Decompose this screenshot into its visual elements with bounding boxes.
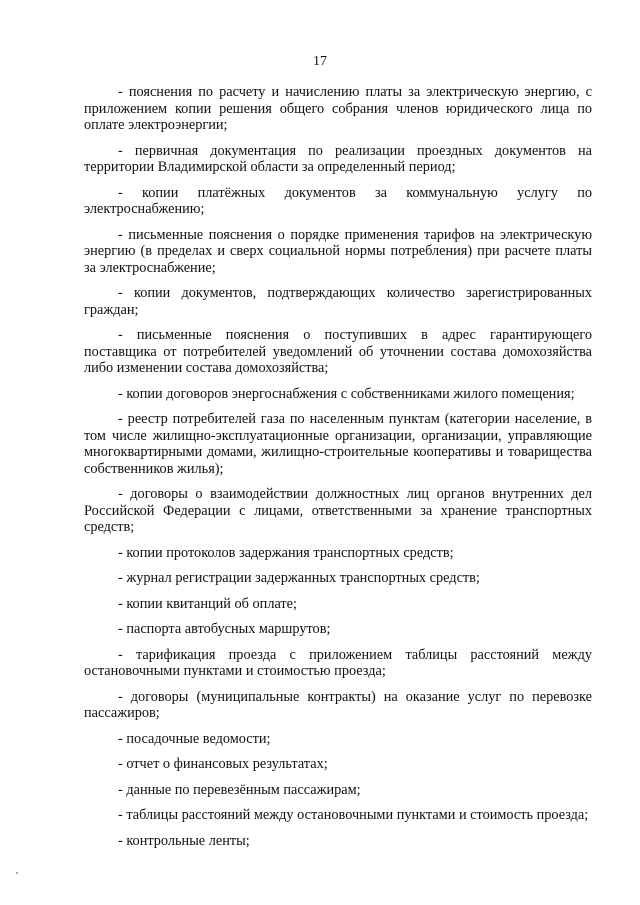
list-item: - копии протоколов задержания транспортных средств; (118, 544, 454, 561)
list-item: - письменные пояснения о поступивших в адрес гарантирующего поставщика от потребителей уведомлений об уточнении состава домохозяйства либо изменении состава домохозяйства; (84, 327, 592, 376)
list-item: - договоры (муниципальные контракты) на оказание услуг по перевозке пассажиров; (84, 688, 592, 721)
list-item: - отчет о финансовых результатах; (118, 756, 328, 772)
list-item: - данные по перевезённым пассажирам; (118, 781, 361, 798)
list-item: - письменные пояснения о порядке применения тарифов на электрическую энергию (в пределах и сверх социальной нормы потребления) при расчете платы за электроснабжение; (84, 226, 592, 276)
list-item: - тарификация проезда с приложением таблицы расстояний между остановочными пунктами и стоимостью проезда; (84, 646, 592, 679)
scan-speck (16, 872, 18, 874)
list-item: - копии квитанций об оплате; (118, 595, 297, 612)
document-body (84, 84, 592, 858)
list-item: - паспорта автобусных маршрутов; (118, 621, 331, 637)
list-item: - договоры о взаимодействии должностных лиц органов внутренних дел Российской Федерации с лицами, ответственными за хранение транспортных средств; (84, 486, 592, 535)
list-item: - контрольные ленты; (118, 832, 250, 849)
page-number: 17 (313, 54, 327, 69)
list-item: - копии документов, подтверждающих количество зарегистрированных граждан; (84, 285, 592, 318)
list-item: - копии платёжных документов за коммунальную услугу по электроснабжению; (84, 184, 592, 217)
list-item: - первичная документация по реализации проездных документов на территории Владимирской области за определенный период; (84, 142, 592, 175)
list-item: - копии договоров энергоснабжения с собственниками жилого помещения; (118, 385, 575, 402)
list-item: - таблицы расстояний между остановочными пунктами и стоимость проезда; (118, 807, 589, 823)
list-item: - журнал регистрации задержанных транспортных средств; (118, 570, 480, 586)
list-item: - реестр потребителей газа по населенным пунктам (категории население, в том числе жилищно-эксплуатационные организации, организации, управляющие многоквартирными домами, жилищно-строительные кооперативы и товарищества собственников жилья); (84, 411, 592, 477)
list-item: - пояснения по расчету и начислению платы за электрическую энергию, с приложением копии решения общего собрания членов юридического лица по оплате электроэнергии; (84, 84, 592, 133)
list-item: - посадочные ведомости; (118, 730, 271, 747)
